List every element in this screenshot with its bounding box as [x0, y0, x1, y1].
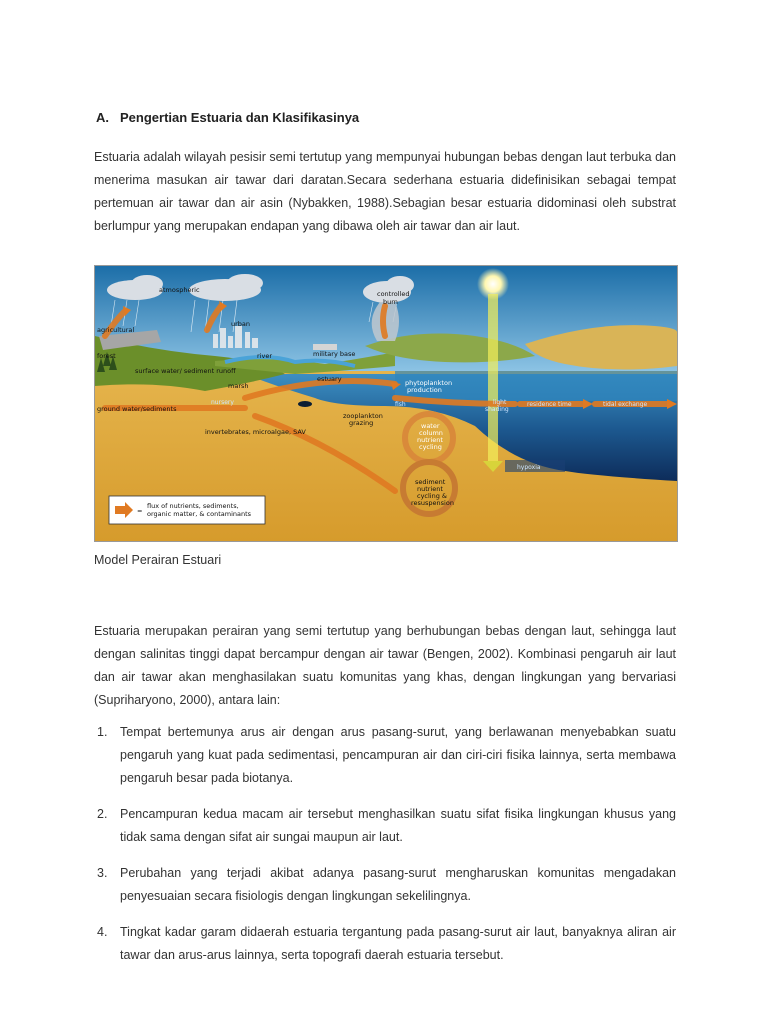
label-hypoxia: hypoxia — [517, 464, 541, 471]
label-zooplankton-2: grazing — [349, 419, 374, 427]
list-number: 1. — [97, 725, 108, 739]
list-text: Pencampuran kedua macam air tersebut menghasilkan suatu sifat fisika lingkungan khusus yang tidak sama dengan sifat air sungai maupun air laut. — [120, 807, 676, 844]
figure-caption: Model Perairan Estuari — [94, 553, 222, 567]
label-water-column-2: column — [419, 429, 443, 437]
label-surface-runoff: surface water/ sediment runoff — [135, 367, 236, 375]
label-nursery: nursery — [211, 399, 234, 406]
label-phytoplankton-2: production — [407, 386, 442, 394]
characteristics-list — [94, 721, 676, 980]
label-tidal-exchange: tidal exchange — [603, 401, 648, 408]
label-water-column-1: water — [421, 422, 440, 430]
label-river: river — [257, 352, 272, 360]
legend-line-2: organic matter, & contaminants — [147, 510, 252, 518]
section-heading — [96, 110, 359, 125]
list-number: 2. — [97, 807, 108, 821]
label-urban: urban — [231, 320, 251, 328]
label-residence-time: residence time — [527, 401, 572, 408]
legend-equals: = — [137, 507, 143, 515]
light-beam — [488, 294, 498, 464]
legend-line-1: flux of nutrients, sediments, — [147, 502, 239, 510]
list-item — [94, 921, 676, 967]
legend — [109, 496, 265, 524]
label-sediment-4: resuspension — [411, 499, 454, 507]
label-phytoplankton-1: phytoplankton — [405, 379, 453, 387]
label-controlled-1: controlled — [377, 290, 410, 298]
list-number: 4. — [97, 925, 108, 939]
list-text: Tempat bertemunya arus air dengan arus pasang-surut, yang berlawanan menyebabkan suatu pengaruh yang kuat pada sedimentasi, pencampuran air dan ciri-ciri fisika lainnya, serta membawa pengaruh besar pada biotanya. — [120, 725, 676, 785]
label-light-2: shading — [485, 406, 509, 413]
list-item — [94, 862, 676, 908]
label-forest: forest — [97, 352, 116, 360]
label-marsh: marsh — [228, 382, 249, 390]
section-number: A. — [96, 110, 109, 125]
list-text: Perubahan yang terjadi akibat adanya pasang-surut mengharuskan komunitas mengadakan penyesuaian secara fisiologis dengan lingkungan sekelilingnya. — [120, 866, 676, 903]
label-sediment-2: nutrient — [417, 485, 443, 493]
label-estuary: estuary — [317, 375, 342, 383]
label-agricultural: agricultural — [97, 326, 135, 334]
label-atmospheric: atmospheric — [159, 286, 200, 294]
list-text: Tingkat kadar garam didaerah estuaria tergantung pada pasang-surut air laut, banyaknya aliran air tawar dan arus-arus lainnya, serta topografi daerah estuaria tersebut. — [120, 925, 676, 962]
fish-icon — [298, 401, 312, 407]
paragraph-second: Estuaria merupakan perairan yang semi tertutup yang berhubungan bebas dengan laut, sehingga laut dengan salinitas tinggi dapat bercampur dengan air tawar (Bengen, 2002). Kombinasi pengaruh air laut dan air tawar akan menghasilakan suatu komunitas yang khas, dengan lingkungan yang bervariasi (Supriharyono, 2000), antara lain: — [94, 624, 676, 707]
label-water-column-3: nutrient — [417, 436, 443, 444]
label-zooplankton-1: zooplankton — [343, 412, 383, 420]
estuary-model-figure — [94, 265, 678, 542]
label-invertebrates: invertebrates, microalgae, SAV — [205, 428, 306, 436]
label-ground-water: ground water/sediments — [97, 405, 177, 413]
label-sediment-3: cycling & — [417, 492, 447, 500]
list-item — [94, 803, 676, 849]
section-title: Pengertian Estuaria dan Klasifikasinya — [120, 110, 360, 125]
label-controlled-2: burn — [383, 298, 398, 306]
list-item — [94, 721, 676, 790]
label-light-1: light — [493, 399, 507, 406]
label-water-column-4: cycling — [419, 443, 442, 451]
estuary-diagram — [95, 266, 677, 541]
label-sediment-1: sediment — [415, 478, 446, 486]
list-number: 3. — [97, 866, 108, 880]
label-fish: fish — [395, 401, 406, 408]
label-military-base: military base — [313, 350, 356, 358]
paragraph-intro: Estuaria adalah wilayah pesisir semi tertutup yang mempunyai hubungan bebas dengan laut terbuka dan menerima masukan air tawar dari daratan.Secara sederhana estuaria didefinisikan sebagai tempat pertemuan air tawar dan air asin (Nybakken, 1988).Sebagian besar estuaria didominasi oleh substrat berlumpur yang merupakan endapan yang dibawa oleh air tawar dan air laut. — [94, 150, 676, 233]
